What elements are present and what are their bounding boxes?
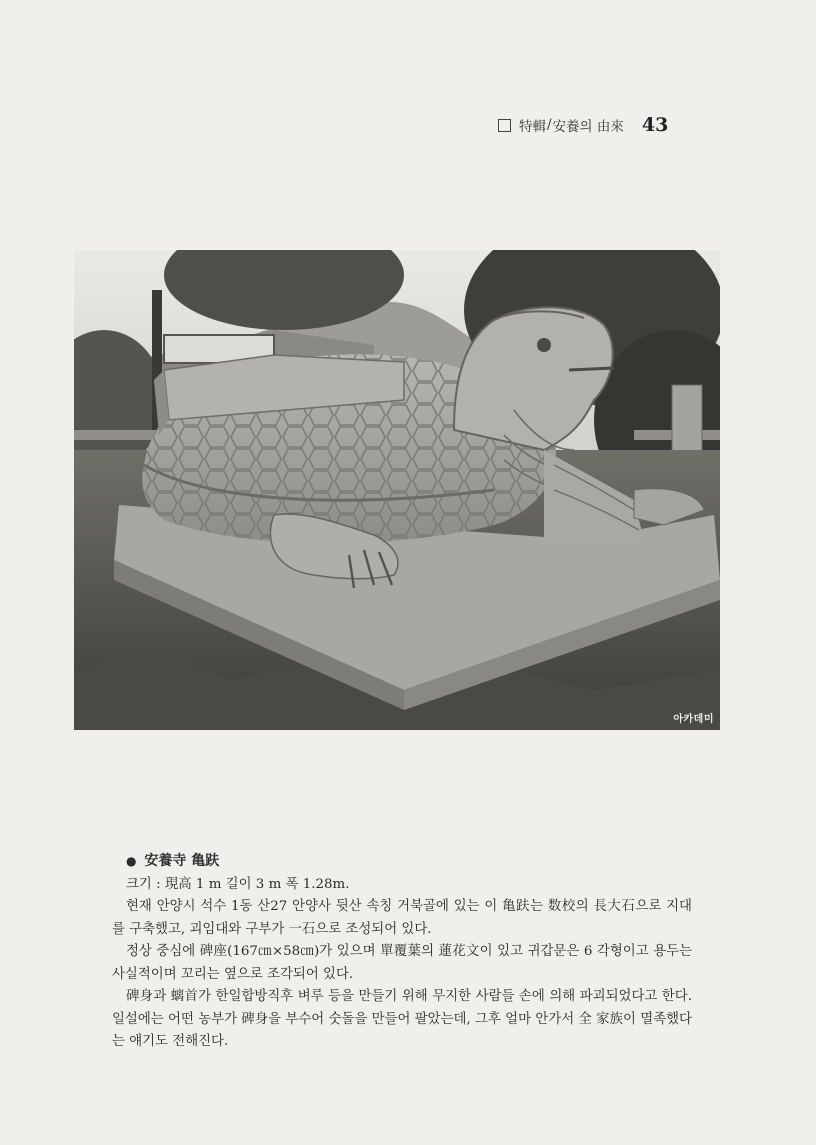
- photo-caption: [112, 850, 692, 1054]
- page-number: 43: [641, 114, 669, 136]
- caption-paragraph: 현재 안양시 석수 1동 산27 안양사 뒷산 속칭 거북골에 있는 이 亀趺는 数校의 長大石으로 지대를 구축했고, 괴임대와 구부가 一石으로 조성되어 있다.: [112, 899, 692, 937]
- bullet-icon: ●: [126, 854, 137, 868]
- caption-title-text: 安養寺 亀趺: [144, 853, 220, 869]
- section-label: 特輯: [519, 119, 546, 135]
- stone-turtle-photo-icon: [74, 250, 720, 730]
- caption-title: [126, 850, 692, 873]
- size-line: 크기 : 現高 1 m 길이 3 m 폭 1.28m.: [126, 876, 350, 892]
- turtle-monument-photo: [74, 250, 720, 730]
- header-separator: /: [547, 117, 552, 133]
- caption-paragraph: 정상 중심에 碑座(167㎝×58㎝)가 있으며 單覆葉의 蓮花文이 있고 귀갑문은 6 각형이고 용두는 사실적이며 꼬리는 옆으로 조각되어 있다.: [112, 944, 692, 982]
- photo-credit: 아카데미: [673, 714, 714, 725]
- square-bullet-icon: [498, 119, 511, 132]
- running-header: [498, 113, 718, 137]
- caption-paragraph: 碑身과 螭首가 한일합방직후 벼루 등을 만들기 위해 무지한 사람들 손에 의해 파괴되었다고 한다. 일설에는 어떤 농부가 碑身을 부수어 숫돌을 만들어 팔았는데, 그후 얼마 안가서 全 家族이 멸족했다는 얘기도 전해진다.: [112, 989, 692, 1049]
- header-title: 安養의 由來: [552, 119, 624, 135]
